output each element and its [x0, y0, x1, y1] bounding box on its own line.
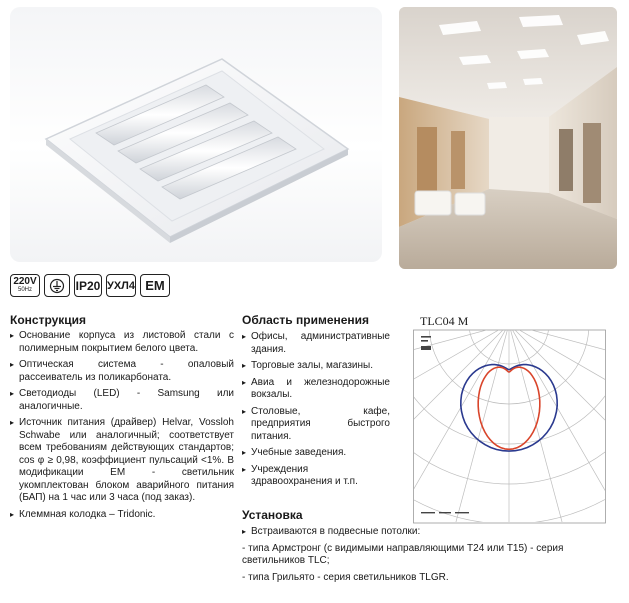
list-item: ▸ Столовые, кафе, предприятия быстрого питания. [242, 406, 390, 444]
polar-diagram-svg [413, 316, 606, 524]
list-item: ▸ Клеммная колодка – Tridonic. [10, 509, 234, 522]
emergency-badge: EM [140, 274, 170, 297]
voltage-badge [10, 274, 40, 297]
list-item: ▸ Основание корпуса из листовой стали с полимерным покрытием белого цвета. [10, 330, 234, 355]
list-item: ▸ Торговые залы, магазины. [242, 360, 390, 373]
list-item: ▸ Учебные заведения. [242, 447, 390, 460]
climate-badge: УХЛ4 [106, 274, 136, 297]
diagram-frame [414, 330, 606, 523]
certification-badges [10, 274, 170, 297]
list-item: ▸ Источник питания (драйвер) Helvar, Vossloh Schwabe или аналогичный; соответствует всем требованиям действующих стандартов; cos φ ≥ 0,98, коэффициент пульсаций <1%. В модификации EM - светильник укомплектован блоком аварийного питания (БАП) на 1 час или 3 часа (под заказ). [10, 417, 234, 505]
ground-icon [44, 274, 70, 297]
construction-heading: Конструкция [10, 313, 87, 327]
list-item: ▸ Авиа и железнодорожные вокзалы. [242, 377, 390, 402]
led-panel-image [10, 7, 382, 262]
construction-section [10, 313, 234, 525]
list-item: ▸ Учреждения здравоохранения и т.п. [242, 464, 390, 489]
diagram-title: TLC04 M [420, 314, 469, 328]
interior-photo [399, 7, 617, 269]
light-distribution-diagram [413, 316, 606, 524]
mounting-intro: ▸ Встраиваются в подвесные потолки: [242, 526, 620, 539]
application-list [242, 331, 390, 489]
application-section [242, 313, 390, 493]
frequency-label: 50Hz [17, 286, 32, 293]
list-item: ▸ Оптическая система - опаловый рассеиватель из поликарбоната. [10, 359, 234, 384]
mounting-list [242, 526, 620, 539]
ip-rating-badge: IP20 [74, 274, 102, 297]
list-item: ▸ Офисы, административные здания. [242, 331, 390, 356]
mounting-heading: Установка [242, 508, 303, 522]
application-heading: Область применения [242, 313, 370, 327]
mounting-line: - типа Армстронг (с видимыми направляющими Т24 или Т15) - серия светильников TLC; [242, 542, 564, 566]
list-item: ▸ Светодиоды (LED) - Samsung или аналогичные. [10, 388, 234, 413]
product-photo [10, 7, 382, 262]
construction-list [10, 330, 234, 521]
corridor-image [399, 7, 617, 269]
voltage-label: 220V [13, 275, 37, 287]
mounting-line: - типа Грильято - серия светильников TLGR. [242, 571, 449, 583]
